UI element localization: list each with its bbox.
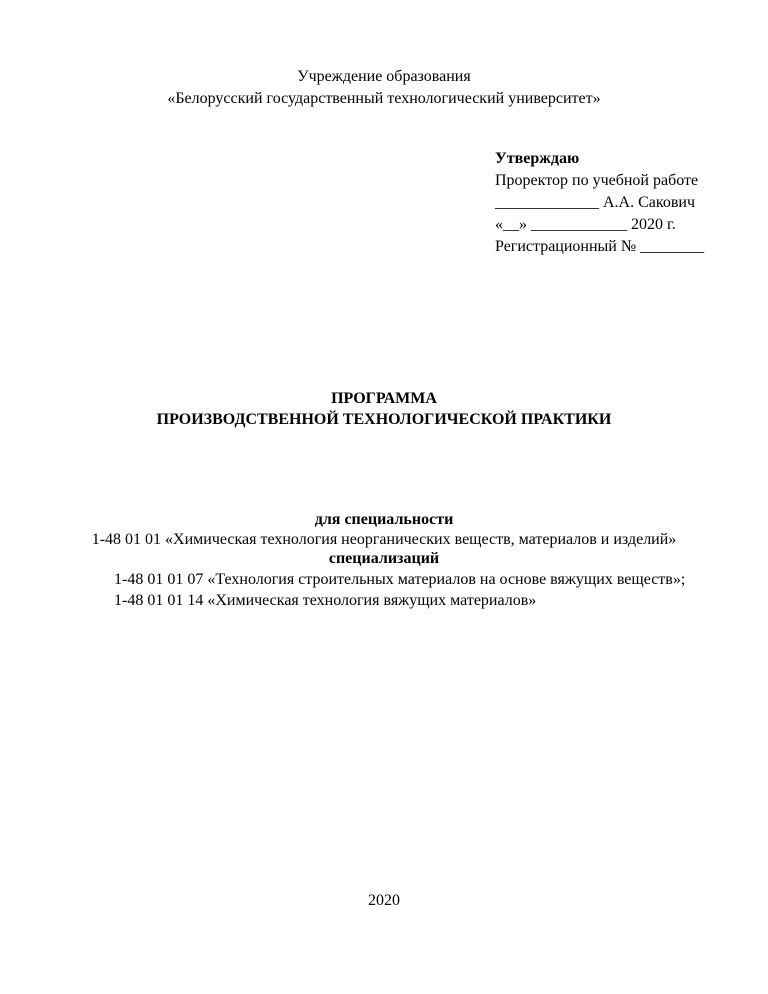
institution-line-2: «Белорусский государственный технологический университет» (167, 90, 601, 107)
specialty-line: 1-48 01 01 «Химическая технология неорганических веществ, материалов и изделий» (91, 531, 677, 548)
specialization-item: 1-48 01 01 07 «Технология строительных материалов на основе вяжущих веществ»; (114, 571, 686, 588)
approval-block (495, 148, 755, 258)
specializations-heading: специализаций (328, 550, 440, 567)
approval-signature: _____________ А.А. Сакович (495, 194, 696, 211)
approval-title: Утверждаю (495, 150, 580, 167)
approval-date: «__» ____________ 2020 г. (495, 216, 676, 233)
institution-line-1: Учреждение образования (297, 68, 471, 85)
specialty-heading: для специальности (314, 511, 454, 528)
program-title-line-1: ПРОГРАММА (331, 390, 437, 407)
program-title-line-2: ПРОИЗВОДСТВЕННОЙ ТЕХНОЛОГИЧЕСКОЙ ПРАКТИКИ (156, 411, 612, 428)
approval-registration: Регистрационный № ________ (495, 238, 705, 255)
specialization-item: 1-48 01 01 14 «Химическая технология вяжущих материалов» (114, 592, 537, 609)
approval-position: Проректор по учебной работе (495, 172, 699, 189)
document-year: 2020 (368, 892, 400, 909)
